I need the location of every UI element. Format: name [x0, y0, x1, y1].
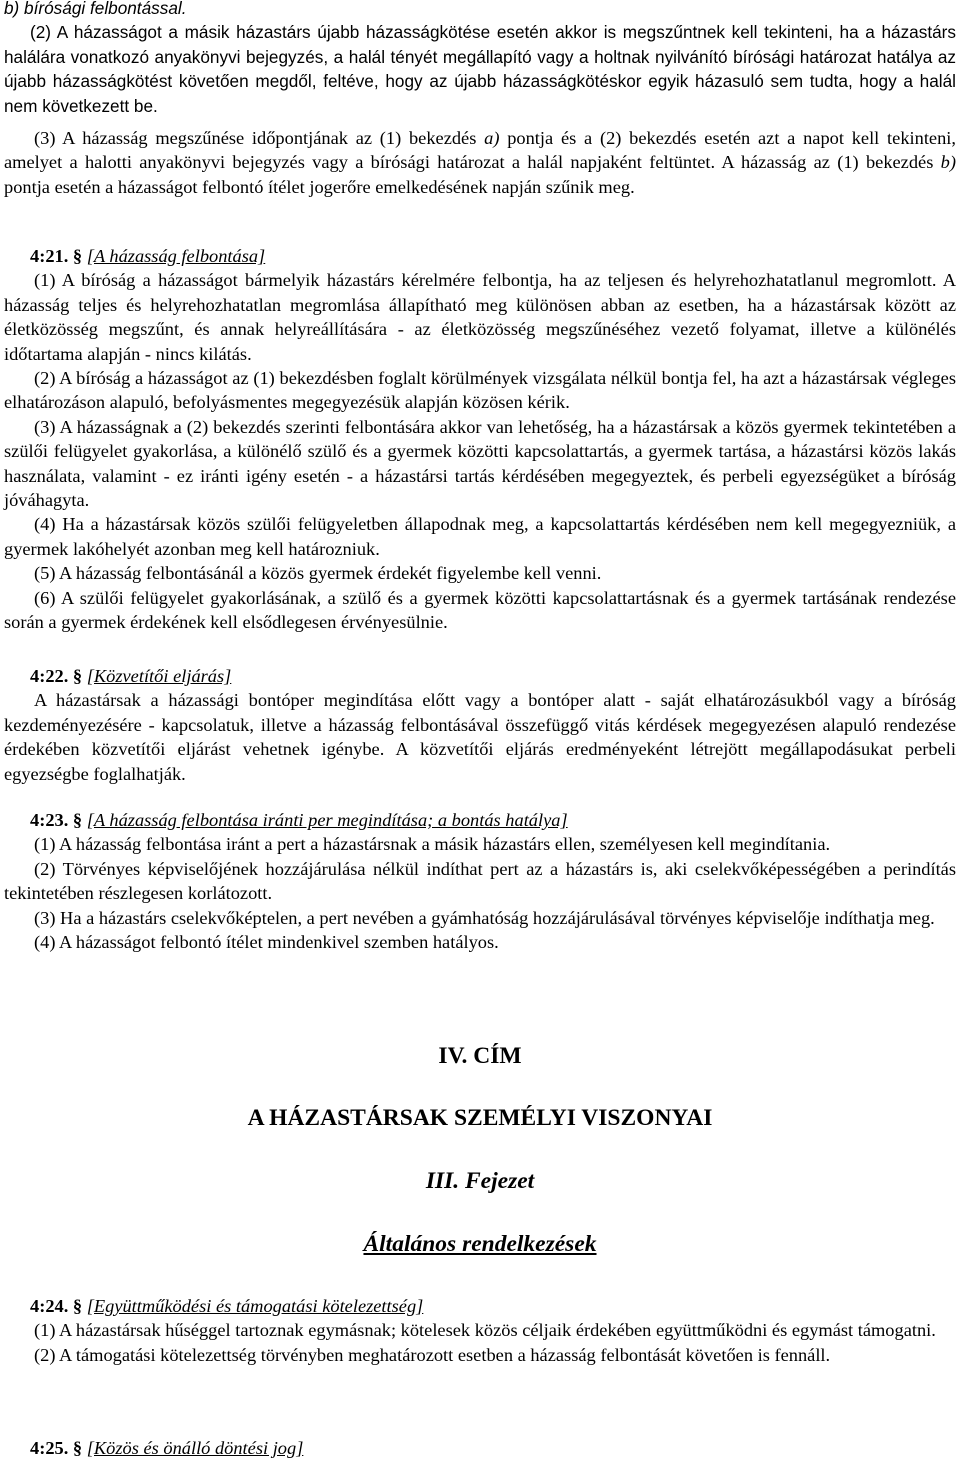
paragraph: (1) A házastársak hűséggel tartoznak egymásnak; kötelesek közös céljaik érdekében együttműködni és egymást támogatni.	[34, 1320, 936, 1341]
section-title: [Együttműködési és támogatási kötelezettség]	[86, 1296, 424, 1316]
section-heading	[4, 244, 956, 268]
paragraph	[4, 126, 956, 199]
paragraph: (3) Ha a házastárs cselekvőképtelen, a pert nevében a gyámhatóság hozzájárulásával törvényes képviselője indíthatja meg.	[34, 907, 935, 928]
section-number: 4:23.	[30, 810, 69, 830]
paragraph: (2) A bíróság a házasságot az (1) bekezdésben foglalt körülmények vizsgálata nélkül bontja fel, ha azt a házastársak végleges elhatározáson alapuló, befolyásmentes megegyezésük alapján közösen kérik.	[4, 368, 956, 413]
paragraph: (4) Ha a házastársak közös szülői felügyeletben állapodnak meg, a kapcsolattartás kérdésében nem kell megegyezniük, a gyermek lakóhelyét azonban meg kell határozniuk.	[4, 514, 956, 559]
section-number: 4:21.	[30, 246, 69, 266]
paragraph: (3) A házasságnak a (2) bekezdés szerinti felbontására akkor van lehetőség, ha a házastársak a közös gyermek tekintetében a szülői felügyelet gyakorlása, a különélő szülő és a gyermek közötti kapcsolattartás, a gyermek tartása, a házastársi közös lakás használata, valamint - ez iránti igény esetén - a házastársi tartás kérdésében megegyeztek, és perbeli egyezségüket a bíróság jóváhagyta.	[4, 416, 956, 511]
section-heading	[4, 1294, 956, 1318]
section-4-25	[4, 1436, 956, 1460]
point-ref: b)	[940, 152, 956, 173]
section-symbol: §	[72, 666, 83, 686]
section-number: 4:22.	[30, 666, 69, 686]
paragraph-text: (3) A házasság megszűnése időpontjának az (1) bekezdés	[34, 128, 485, 148]
point-ref: a)	[484, 128, 500, 148]
section-symbol: §	[72, 810, 83, 830]
section-title: [A házasság felbontása]	[86, 246, 266, 266]
section-heading	[4, 808, 956, 832]
section-symbol: §	[72, 246, 83, 266]
paragraph: (2) Törvényes képviselőjének hozzájárulása nélkül indíthat pert az a házastárs is, aki cselekvőképességében a perindítás tekintetében részlegesen korlátozott.	[4, 858, 956, 904]
paragraph: (1) A bíróság a házasságot bármelyik házastárs kérelmére felbontja, ha az teljesen és helyrehozhatatlanul megromlott. A házasság teljes és helyrehozhatatlan megromlása állapítható meg különösen abban az esetben, ha a házastársak között az életközösség megszűnt, és annak helyreállítására - az életközösség megszűnéséhez vezető folyamat, illetve a különélés időtartama alapján - nincs kilátás.	[4, 270, 956, 364]
section-heading	[4, 1436, 956, 1460]
paragraph-text: pontja esetén a házasságot felbontó ítélet jogerőre emelkedésének napján szűnik meg.	[4, 176, 635, 197]
section-4-22	[4, 664, 956, 786]
chapter-heading: III. Fejezet	[425, 1168, 535, 1194]
paragraph: (1) A házasság felbontása iránt a pert a házastársnak a másik házastárs ellen, személyesen kell megindítania.	[34, 834, 831, 855]
section-4-23	[4, 808, 956, 954]
section-symbol: §	[72, 1296, 83, 1316]
section-number: 4:25.	[30, 1438, 69, 1458]
paragraph: A házastársak a házassági bontóper megindítása előtt vagy a bontóper alatt - saját elhatározásukból vagy a bíróság kezdeményezésére - kapcsolatuk, illetve a házasság felbontásával összefüggő vitás kérdések megegyezésen alapuló rendezése érdekében közvetítői eljárást vehetnek igénybe. A közvetítői eljárás eredményeként létrejött megállapodásukat perbeli egyezségbe foglalhatják.	[4, 690, 956, 784]
section-4-21	[4, 244, 956, 635]
section-symbol: §	[72, 1438, 83, 1458]
chapter-title: Általános rendelkezések	[363, 1231, 597, 1257]
part-title: A HÁZASTÁRSAK SZEMÉLYI VISZONYAI	[247, 1105, 713, 1131]
section-title: [Közvetítői eljárás]	[86, 666, 232, 686]
paragraph: (2) A házasságot a másik házastárs újabb házasságkötése esetén akkor is megszűntnek kell tekinteni, ha a házastárs halálára vonatkozó anyakönyvi bejegyzés, a halál tényét megállapító vagy a holtnak nyilvánító bírósági határozat hatálya az újabb házasságkötést követően megdől, feltéve, hogy az újabb házasságkötéskor egyik házasuló sem tudta, hogy a halál nem következett be.	[4, 22, 956, 116]
paragraph: (4) A házasságot felbontó ítélet mindenkivel szemben hatályos.	[34, 932, 499, 953]
paragraph	[4, 0, 956, 20]
section-4-24	[4, 1294, 956, 1367]
section-number: 4:24.	[30, 1296, 69, 1316]
top-continuation	[4, 0, 956, 118]
paragraph-block	[4, 126, 956, 199]
paragraph-text: b) bírósági felbontással.	[4, 0, 187, 18]
part-heading: IV. CÍM	[438, 1043, 522, 1069]
paragraph: (6) A szülői felügyelet gyakorlásának, a szülő és a gyermek közötti kapcsolattartásnak és a gyermek tartásának rendezése során a gyermek érdekének kell elsődlegesen érvényesülnie.	[4, 587, 956, 633]
section-title: [A házasság felbontása iránti per megindítása; a bontás hatálya]	[86, 810, 568, 830]
paragraph-text: pontja és a (2) bekezdés esetén azt a napot kell tekinteni, amelyet a halotti anyakönyvi bejegyzés vagy a bírósági határozat a halál napjaként feltüntet. A házasság az (1) bekezdés	[4, 128, 956, 173]
section-heading	[4, 664, 956, 688]
section-title: [Közös és önálló döntési jog]	[86, 1438, 304, 1458]
paragraph: (2) A támogatási kötelezettség törvényben meghatározott esetben a házasság felbontását követően is fennáll.	[34, 1344, 831, 1365]
paragraph: (5) A házasság felbontásánál a közös gyermek érdekét figyelembe kell venni.	[34, 563, 602, 584]
